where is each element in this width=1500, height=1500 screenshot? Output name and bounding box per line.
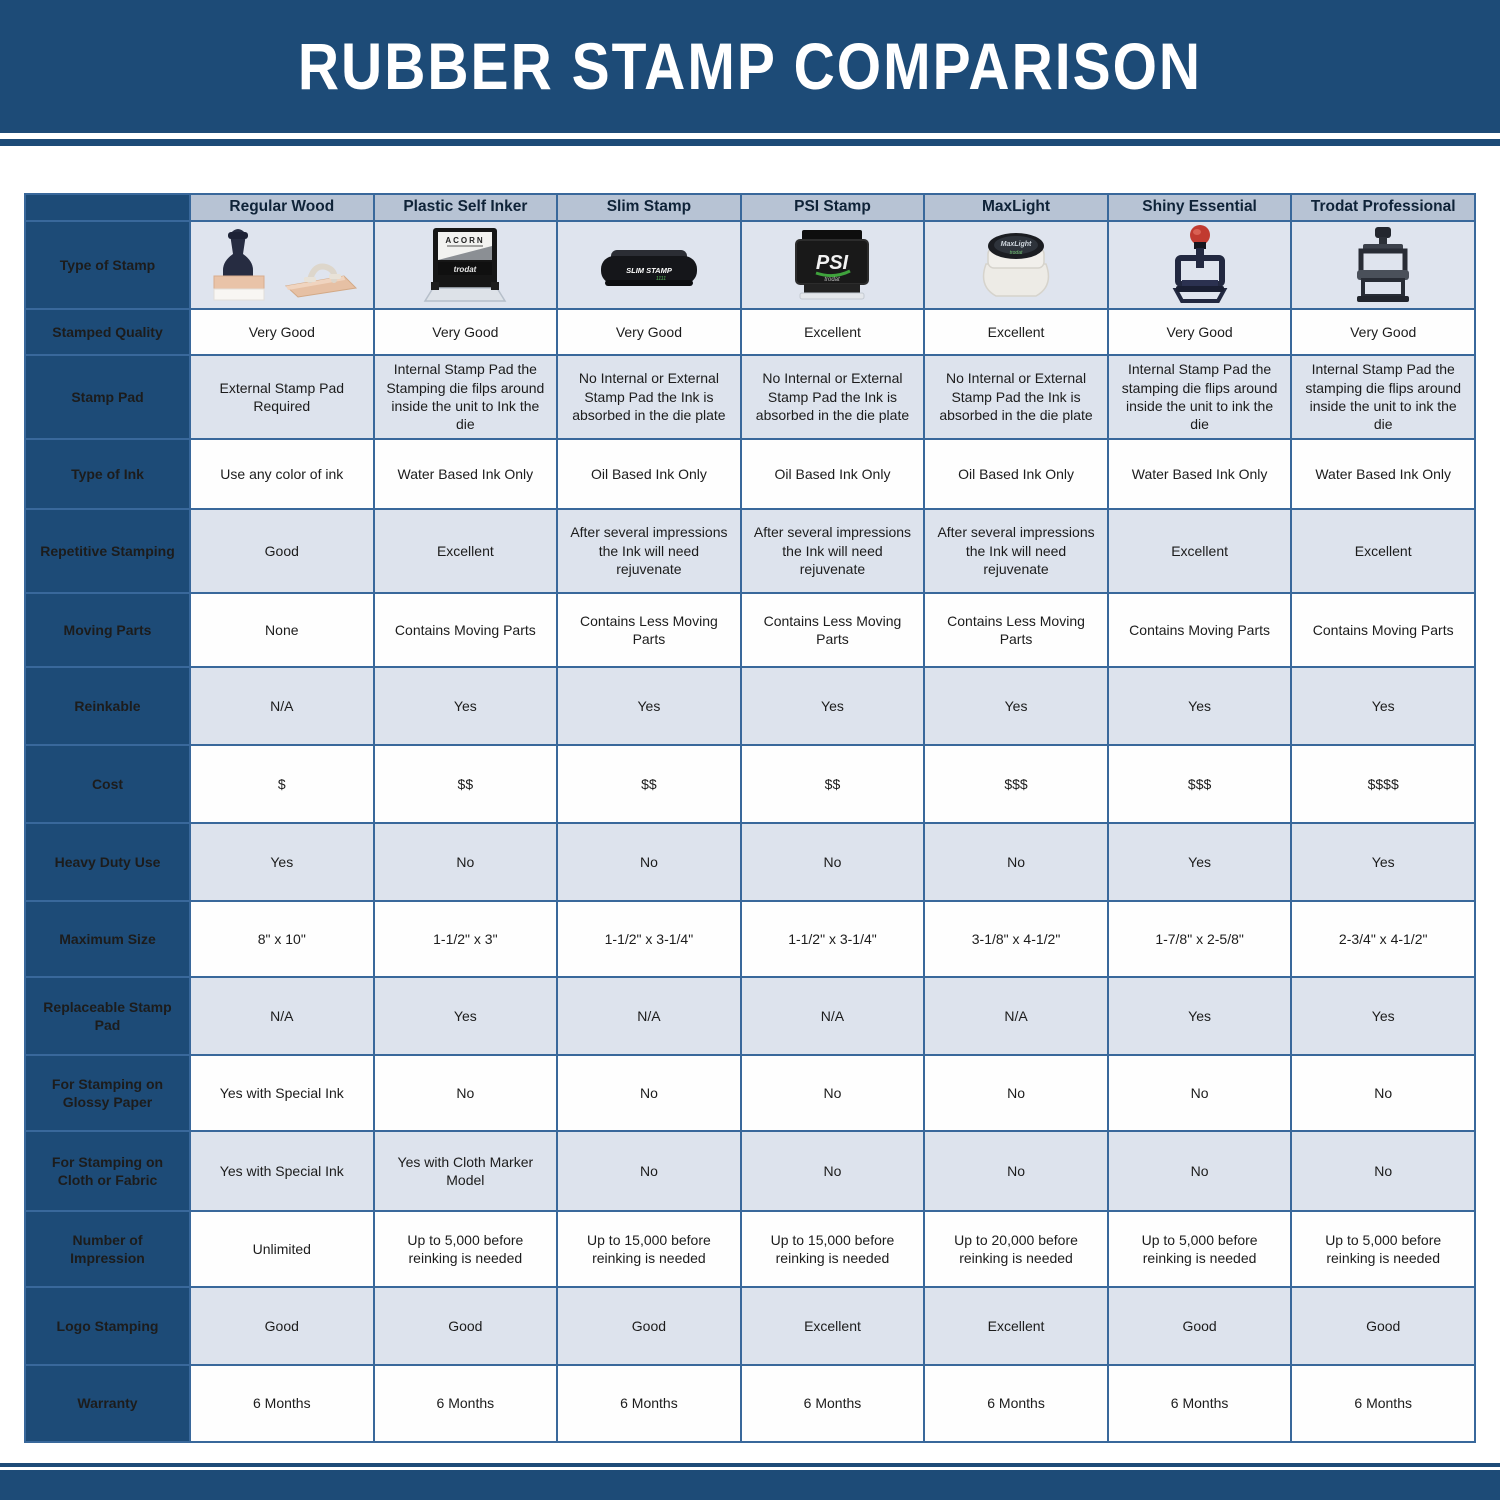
- cell-repetitive-stamping-maxlight: After several impressions the Ink will need rejuvenate: [924, 509, 1108, 593]
- cell-warranty-trodat-professional: 6 Months: [1291, 1365, 1475, 1442]
- row-label-warranty: Warranty: [25, 1365, 190, 1442]
- cell-number-of-impression-trodat-professional: Up to 5,000 before reinking is needed: [1291, 1211, 1475, 1287]
- cell-type-of-ink-shiny-essential: Water Based Ink Only: [1108, 439, 1292, 509]
- bottom-spacer: [0, 1443, 1500, 1463]
- cell-warranty-slim-stamp: 6 Months: [557, 1365, 741, 1442]
- table-row-for-stamping-on-glossy-paper: [25, 1055, 1475, 1131]
- table-row-number-of-impression: [25, 1211, 1475, 1287]
- cell-type-of-ink-slim-stamp: Oil Based Ink Only: [557, 439, 741, 509]
- row-label-cost: Cost: [25, 745, 190, 823]
- cell-stamped-quality-shiny-essential: Very Good: [1108, 309, 1292, 355]
- cell-number-of-impression-regular-wood: Unlimited: [190, 1211, 374, 1287]
- psi-stamp-image: [748, 224, 916, 306]
- column-header-slim-stamp: Slim Stamp: [557, 194, 741, 221]
- comparison-table: [24, 193, 1476, 1443]
- table-row-for-stamping-on-cloth-or-fabric: [25, 1131, 1475, 1211]
- cell-for-stamping-on-glossy-paper-trodat-professional: No: [1291, 1055, 1475, 1131]
- table-row-warranty: [25, 1365, 1475, 1442]
- stamp-image-cell-psi-stamp: [741, 221, 925, 309]
- cell-for-stamping-on-cloth-or-fabric-regular-wood: Yes with Special Ink: [190, 1131, 374, 1211]
- svg-text:SLIM STAMP: SLIM STAMP: [626, 266, 672, 275]
- cell-stamp-pad-maxlight: No Internal or External Stamp Pad the Ink is absorbed in the die plate: [924, 355, 1108, 439]
- cell-logo-stamping-maxlight: Excellent: [924, 1287, 1108, 1365]
- column-header-plastic-self-inker: Plastic Self Inker: [374, 194, 558, 221]
- cell-stamp-pad-psi-stamp: No Internal or External Stamp Pad the Ink is absorbed in the die plate: [741, 355, 925, 439]
- row-label-maximum-size: Maximum Size: [25, 901, 190, 977]
- table-body: [25, 221, 1475, 1442]
- cell-for-stamping-on-cloth-or-fabric-maxlight: No: [924, 1131, 1108, 1211]
- cell-repetitive-stamping-plastic-self-inker: Excellent: [374, 509, 558, 593]
- table-row-cost: [25, 745, 1475, 823]
- table-row-repetitive-stamping: [25, 509, 1475, 593]
- cell-replaceable-stamp-pad-regular-wood: N/A: [190, 977, 374, 1055]
- svg-text:trodat: trodat: [824, 277, 841, 283]
- row-label-replaceable-stamp-pad: Replaceable Stamp Pad: [25, 977, 190, 1055]
- cell-repetitive-stamping-shiny-essential: Excellent: [1108, 509, 1292, 593]
- cell-number-of-impression-plastic-self-inker: Up to 5,000 before reinking is needed: [374, 1211, 558, 1287]
- cell-moving-parts-trodat-professional: Contains Moving Parts: [1291, 593, 1475, 667]
- cell-moving-parts-shiny-essential: Contains Moving Parts: [1108, 593, 1292, 667]
- cell-warranty-maxlight: 6 Months: [924, 1365, 1108, 1442]
- table-row-type-of-ink: [25, 439, 1475, 509]
- cell-warranty-psi-stamp: 6 Months: [741, 1365, 925, 1442]
- cell-stamp-pad-regular-wood: External Stamp Pad Required: [190, 355, 374, 439]
- cell-stamp-pad-trodat-professional: Internal Stamp Pad the stamping die flips around inside the unit to ink the die: [1291, 355, 1475, 439]
- row-label-reinkable: Reinkable: [25, 667, 190, 745]
- cell-moving-parts-maxlight: Contains Less Moving Parts: [924, 593, 1108, 667]
- cell-logo-stamping-shiny-essential: Good: [1108, 1287, 1292, 1365]
- cell-cost-regular-wood: $: [190, 745, 374, 823]
- trodat-professional-stamp-image: [1299, 224, 1467, 306]
- cell-for-stamping-on-glossy-paper-plastic-self-inker: No: [374, 1055, 558, 1131]
- row-label-type-of-stamp: Type of Stamp: [25, 221, 190, 309]
- row-label-repetitive-stamping: Repetitive Stamping: [25, 509, 190, 593]
- stamp-image-cell-plastic-self-inker: [374, 221, 558, 309]
- svg-text:MaxLight: MaxLight: [1000, 241, 1032, 248]
- cell-moving-parts-regular-wood: None: [190, 593, 374, 667]
- cell-heavy-duty-use-trodat-professional: Yes: [1291, 823, 1475, 901]
- type-of-stamp-row: [25, 221, 1475, 309]
- table-row-logo-stamping: [25, 1287, 1475, 1365]
- regular-wood-stamp-image: [198, 224, 366, 306]
- row-label-number-of-impression: Number of Impression: [25, 1211, 190, 1287]
- cell-warranty-plastic-self-inker: 6 Months: [374, 1365, 558, 1442]
- cell-maximum-size-psi-stamp: 1-1/2" x 3-1/4": [741, 901, 925, 977]
- cell-cost-slim-stamp: $$: [557, 745, 741, 823]
- stamp-image-cell-trodat-professional: [1291, 221, 1475, 309]
- shiny-essential-stamp-image: [1116, 224, 1284, 306]
- cell-replaceable-stamp-pad-maxlight: N/A: [924, 977, 1108, 1055]
- cell-moving-parts-slim-stamp: Contains Less Moving Parts: [557, 593, 741, 667]
- column-header-maxlight: MaxLight: [924, 194, 1108, 221]
- table-row-heavy-duty-use: [25, 823, 1475, 901]
- table-wrapper: [24, 193, 1476, 1443]
- cell-stamp-pad-slim-stamp: No Internal or External Stamp Pad the Ink is absorbed in the die plate: [557, 355, 741, 439]
- cell-maximum-size-trodat-professional: 2-3/4" x 4-1/2": [1291, 901, 1475, 977]
- cell-replaceable-stamp-pad-shiny-essential: Yes: [1108, 977, 1292, 1055]
- cell-reinkable-regular-wood: N/A: [190, 667, 374, 745]
- svg-text:1111: 1111: [655, 276, 666, 282]
- cell-stamped-quality-trodat-professional: Very Good: [1291, 309, 1475, 355]
- cell-number-of-impression-slim-stamp: Up to 15,000 before reinking is needed: [557, 1211, 741, 1287]
- cell-cost-plastic-self-inker: $$: [374, 745, 558, 823]
- cell-repetitive-stamping-regular-wood: Good: [190, 509, 374, 593]
- cell-heavy-duty-use-plastic-self-inker: No: [374, 823, 558, 901]
- cell-stamp-pad-shiny-essential: Internal Stamp Pad the stamping die flips around inside the unit to ink the die: [1108, 355, 1292, 439]
- cell-for-stamping-on-glossy-paper-shiny-essential: No: [1108, 1055, 1292, 1131]
- cell-heavy-duty-use-shiny-essential: Yes: [1108, 823, 1292, 901]
- cell-stamped-quality-maxlight: Excellent: [924, 309, 1108, 355]
- cell-repetitive-stamping-slim-stamp: After several impressions the Ink will need rejuvenate: [557, 509, 741, 593]
- cell-for-stamping-on-glossy-paper-slim-stamp: No: [557, 1055, 741, 1131]
- top-spacer: [0, 146, 1500, 193]
- cell-stamp-pad-plastic-self-inker: Internal Stamp Pad the Stamping die filps around inside the unit to Ink the die: [374, 355, 558, 439]
- column-header-shiny-essential: Shiny Essential: [1108, 194, 1292, 221]
- cell-cost-psi-stamp: $$: [741, 745, 925, 823]
- table-row-stamp-pad: [25, 355, 1475, 439]
- cell-logo-stamping-regular-wood: Good: [190, 1287, 374, 1365]
- cell-stamped-quality-psi-stamp: Excellent: [741, 309, 925, 355]
- cell-heavy-duty-use-psi-stamp: No: [741, 823, 925, 901]
- svg-text:trodat: trodat: [1009, 250, 1023, 256]
- cell-type-of-ink-plastic-self-inker: Water Based Ink Only: [374, 439, 558, 509]
- cell-replaceable-stamp-pad-trodat-professional: Yes: [1291, 977, 1475, 1055]
- cell-stamped-quality-plastic-self-inker: Very Good: [374, 309, 558, 355]
- cell-for-stamping-on-glossy-paper-psi-stamp: No: [741, 1055, 925, 1131]
- cell-maximum-size-regular-wood: 8" x 10": [190, 901, 374, 977]
- cell-logo-stamping-psi-stamp: Excellent: [741, 1287, 925, 1365]
- row-label-logo-stamping: Logo Stamping: [25, 1287, 190, 1365]
- cell-replaceable-stamp-pad-psi-stamp: N/A: [741, 977, 925, 1055]
- row-label-moving-parts: Moving Parts: [25, 593, 190, 667]
- cell-heavy-duty-use-regular-wood: Yes: [190, 823, 374, 901]
- svg-text:trodat: trodat: [454, 265, 477, 274]
- table-row-maximum-size: [25, 901, 1475, 977]
- cell-repetitive-stamping-psi-stamp: After several impressions the Ink will need rejuvenate: [741, 509, 925, 593]
- row-label-type-of-ink: Type of Ink: [25, 439, 190, 509]
- cell-cost-shiny-essential: $$$: [1108, 745, 1292, 823]
- cell-type-of-ink-psi-stamp: Oil Based Ink Only: [741, 439, 925, 509]
- cell-for-stamping-on-cloth-or-fabric-plastic-self-inker: Yes with Cloth Marker Model: [374, 1131, 558, 1211]
- stamp-image-cell-maxlight: [924, 221, 1108, 309]
- cell-maximum-size-maxlight: 3-1/8" x 4-1/2": [924, 901, 1108, 977]
- row-label-for-stamping-on-glossy-paper: For Stamping on Glossy Paper: [25, 1055, 190, 1131]
- plastic-self-inker-stamp-image: [381, 224, 549, 306]
- cell-replaceable-stamp-pad-slim-stamp: N/A: [557, 977, 741, 1055]
- cell-reinkable-slim-stamp: Yes: [557, 667, 741, 745]
- table-header-row: [25, 194, 1475, 221]
- cell-for-stamping-on-cloth-or-fabric-shiny-essential: No: [1108, 1131, 1292, 1211]
- corner-cell: [25, 194, 190, 221]
- cell-for-stamping-on-glossy-paper-regular-wood: Yes with Special Ink: [190, 1055, 374, 1131]
- cell-reinkable-maxlight: Yes: [924, 667, 1108, 745]
- banner-blue-stripe: [0, 139, 1500, 146]
- cell-reinkable-plastic-self-inker: Yes: [374, 667, 558, 745]
- table-row-replaceable-stamp-pad: [25, 977, 1475, 1055]
- cell-reinkable-shiny-essential: Yes: [1108, 667, 1292, 745]
- column-header-psi-stamp: PSI Stamp: [741, 194, 925, 221]
- column-header-regular-wood: Regular Wood: [190, 194, 374, 221]
- cell-number-of-impression-maxlight: Up to 20,000 before reinking is needed: [924, 1211, 1108, 1287]
- cell-warranty-shiny-essential: 6 Months: [1108, 1365, 1292, 1442]
- cell-replaceable-stamp-pad-plastic-self-inker: Yes: [374, 977, 558, 1055]
- cell-stamped-quality-slim-stamp: Very Good: [557, 309, 741, 355]
- cell-maximum-size-shiny-essential: 1-7/8" x 2-5/8": [1108, 901, 1292, 977]
- stamp-image-cell-regular-wood: [190, 221, 374, 309]
- maxlight-stamp-image: [932, 224, 1100, 306]
- table-row-stamped-quality: [25, 309, 1475, 355]
- cell-reinkable-psi-stamp: Yes: [741, 667, 925, 745]
- row-label-heavy-duty-use: Heavy Duty Use: [25, 823, 190, 901]
- row-label-for-stamping-on-cloth-or-fabric: For Stamping on Cloth or Fabric: [25, 1131, 190, 1211]
- footer-band: [0, 1470, 1500, 1500]
- cell-for-stamping-on-cloth-or-fabric-psi-stamp: No: [741, 1131, 925, 1211]
- cell-repetitive-stamping-trodat-professional: Excellent: [1291, 509, 1475, 593]
- cell-logo-stamping-trodat-professional: Good: [1291, 1287, 1475, 1365]
- cell-type-of-ink-maxlight: Oil Based Ink Only: [924, 439, 1108, 509]
- cell-heavy-duty-use-slim-stamp: No: [557, 823, 741, 901]
- cell-cost-maxlight: $$$: [924, 745, 1108, 823]
- slim-stamp-image: [565, 224, 733, 306]
- cell-moving-parts-plastic-self-inker: Contains Moving Parts: [374, 593, 558, 667]
- table-row-reinkable: [25, 667, 1475, 745]
- cell-for-stamping-on-glossy-paper-maxlight: No: [924, 1055, 1108, 1131]
- cell-logo-stamping-plastic-self-inker: Good: [374, 1287, 558, 1365]
- cell-logo-stamping-slim-stamp: Good: [557, 1287, 741, 1365]
- cell-reinkable-trodat-professional: Yes: [1291, 667, 1475, 745]
- table-row-moving-parts: [25, 593, 1475, 667]
- cell-stamped-quality-regular-wood: Very Good: [190, 309, 374, 355]
- cell-type-of-ink-regular-wood: Use any color of ink: [190, 439, 374, 509]
- stamp-image-cell-slim-stamp: [557, 221, 741, 309]
- page-title: RUBBER STAMP COMPARISON: [297, 29, 1203, 104]
- cell-number-of-impression-shiny-essential: Up to 5,000 before reinking is needed: [1108, 1211, 1292, 1287]
- cell-moving-parts-psi-stamp: Contains Less Moving Parts: [741, 593, 925, 667]
- cell-maximum-size-plastic-self-inker: 1-1/2" x 3": [374, 901, 558, 977]
- cell-type-of-ink-trodat-professional: Water Based Ink Only: [1291, 439, 1475, 509]
- cell-warranty-regular-wood: 6 Months: [190, 1365, 374, 1442]
- row-label-stamped-quality: Stamped Quality: [25, 309, 190, 355]
- column-header-trodat-professional: Trodat Professional: [1291, 194, 1475, 221]
- stamp-image-cell-shiny-essential: [1108, 221, 1292, 309]
- cell-for-stamping-on-cloth-or-fabric-slim-stamp: No: [557, 1131, 741, 1211]
- cell-heavy-duty-use-maxlight: No: [924, 823, 1108, 901]
- cell-number-of-impression-psi-stamp: Up to 15,000 before reinking is needed: [741, 1211, 925, 1287]
- cell-cost-trodat-professional: $$$$: [1291, 745, 1475, 823]
- cell-maximum-size-slim-stamp: 1-1/2" x 3-1/4": [557, 901, 741, 977]
- row-label-stamp-pad: Stamp Pad: [25, 355, 190, 439]
- svg-text:PSI: PSI: [816, 252, 849, 274]
- svg-text:ACORN: ACORN: [445, 236, 486, 245]
- title-banner: [0, 0, 1500, 133]
- cell-for-stamping-on-cloth-or-fabric-trodat-professional: No: [1291, 1131, 1475, 1211]
